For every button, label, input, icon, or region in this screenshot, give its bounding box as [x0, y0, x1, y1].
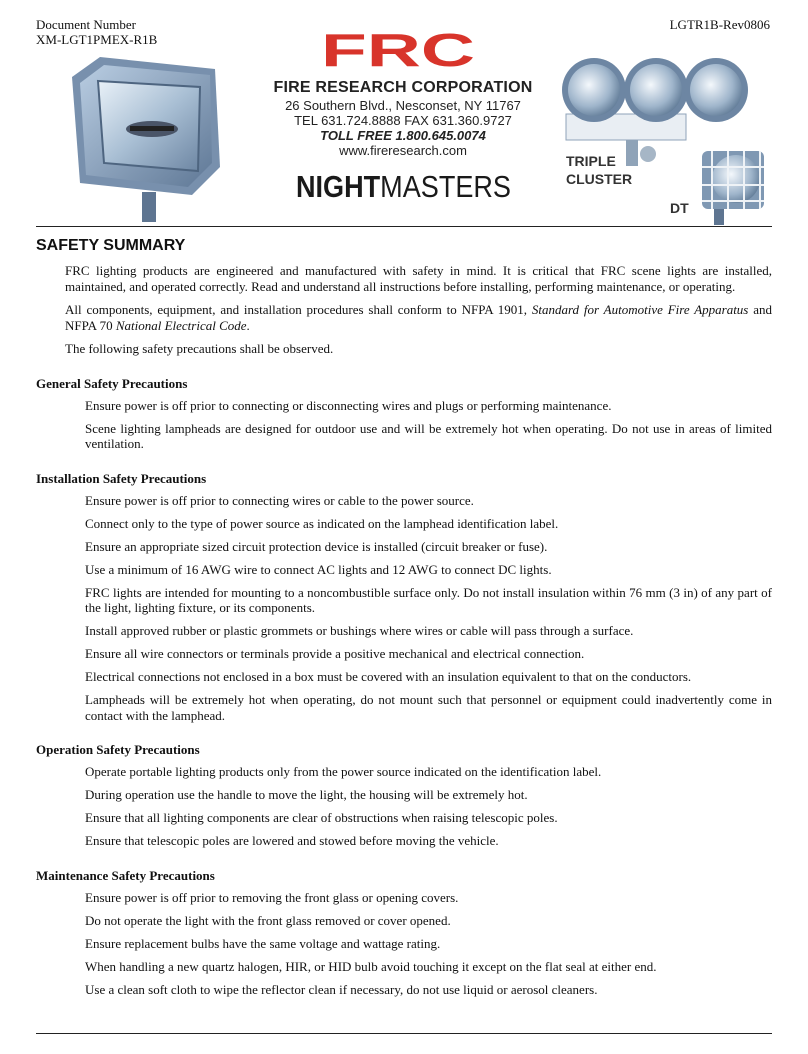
triple-label-line1: TRIPLE — [566, 153, 616, 169]
nightmasters-logo — [296, 168, 531, 204]
svg-text:NIGHTMASTERS — [296, 169, 531, 204]
bottom-divider — [36, 1033, 772, 1034]
list-item: Use a clean soft cloth to wipe the reflector clean if necessary, do not use liquid or aerosol cleaners. — [85, 981, 598, 997]
nightmasters-light: MASTERS — [380, 169, 531, 204]
dt-light-image — [688, 145, 774, 225]
list-item: Do not operate the light with the front glass removed or cover opened. — [85, 912, 451, 928]
list-item: Lampheads will be extremely hot when operating, do not mount such that personnel or equipment could inadvertently come in contact with the lamphead. — [85, 692, 772, 723]
list-item: Ensure power is off prior to removing the front glass or opening covers. — [85, 889, 459, 905]
general-precautions-section — [36, 376, 772, 452]
intro-paragraph: The following safety precautions shall be observed. — [65, 341, 334, 356]
document-number-block — [36, 17, 157, 47]
floodlight-image — [60, 47, 250, 222]
list-item: Ensure replacement bulbs have the same voltage and wattage rating. — [85, 935, 441, 951]
list-item: Install approved rubber or plastic grommets or bushings where wires or cable will pass through a surface. — [85, 623, 634, 638]
top-divider — [36, 226, 772, 227]
section-heading: General Safety Precautions — [36, 375, 188, 391]
company-address: 26 Southern Blvd., Nesconset, NY 11767 — [285, 98, 521, 113]
list-item: Ensure that telescopic poles are lowered and stowed before moving the vehicle. — [85, 833, 499, 848]
safety-summary — [36, 234, 772, 1005]
intro-paragraph-standards: All components, equipment, and installation procedures shall conform to NFPA 1901, Standard for Automotive Fire Apparatus and NFPA 70 National Electrical Code. — [65, 302, 772, 333]
list-item: During operation use the handle to move the light, the housing will be extremely hot. — [85, 787, 528, 802]
installation-precautions-section — [36, 471, 772, 724]
list-item: Ensure an appropriate sized circuit protection device is installed (circuit breaker or fuse). — [85, 538, 548, 554]
section-heading: Operation Safety Precautions — [36, 742, 200, 757]
dt-label: DT — [670, 200, 689, 216]
list-item: FRC lights are intended for mounting to a noncombustible surface only. Do not install insulation within 76 mm (3 in) of any part of the light, lighting fixture, or its components. — [85, 584, 772, 615]
intro-paragraph: FRC lighting products are engineered and manufactured with safety in mind. It is critical that FRC scene lights are installed, maintained, and operated correctly. Read and understand all instructions before installing, performing maintenance, or operating. — [65, 263, 772, 294]
revision-number: LGTR1B-Rev0806 — [669, 17, 770, 32]
triple-cluster-label — [566, 152, 632, 188]
list-item: Ensure that all lighting components are clear of obstructions when raising telescopic poles. — [85, 810, 558, 825]
company-toll-free: TOLL FREE 1.800.645.0074 — [320, 128, 486, 143]
intro-paragraphs — [36, 263, 772, 357]
frc-logo — [318, 24, 478, 76]
safety-summary-title: SAFETY SUMMARY — [36, 237, 186, 254]
list-item: Ensure all wire connectors or terminals provide a positive mechanical and electrical connection. — [85, 646, 585, 661]
list-item: Operate portable lighting products only from the power source indicated on the identification label. — [85, 764, 602, 779]
list-item: Electrical connections not enclosed in a box must be covered with an insulation equivalent to that on the conductors. — [85, 669, 692, 684]
list-item: Ensure power is off prior to connecting or disconnecting wires and plugs or performing maintenance. — [85, 397, 612, 413]
list-item: When handling a new quartz halogen, HIR, or HID bulb avoid touching it except on the flat seal at either end. — [85, 958, 657, 974]
list-item: Ensure power is off prior to connecting wires or cable to the power source. — [85, 492, 474, 508]
section-heading: Installation Safety Precautions — [36, 470, 207, 486]
nightmasters-bold: NIGHT — [296, 169, 393, 204]
triple-label-line2: CLUSTER — [566, 171, 633, 187]
company-phone-fax: TEL 631.724.8888 FAX 631.360.9727 — [294, 113, 512, 128]
frc-logo-text: FRC — [321, 24, 475, 76]
company-info — [258, 78, 548, 158]
company-website: www.fireresearch.com — [339, 143, 467, 158]
list-item: Scene lighting lampheads are designed for outdoor use and will be extremely hot when operating. Do not use in areas of limited ventilation. — [85, 420, 772, 451]
operation-precautions-section — [36, 742, 772, 849]
list-item: Connect only to the type of power source as indicated on the lamphead identification label. — [85, 515, 559, 531]
company-name: FIRE RESEARCH CORPORATION — [273, 79, 533, 96]
list-item: Use a minimum of 16 AWG wire to connect AC lights and 12 AWG to connect DC lights. — [85, 561, 552, 577]
document-number: XM-LGT1PMEX-R1B — [36, 32, 158, 47]
maintenance-precautions-section — [36, 868, 772, 998]
document-number-label: Document Number — [36, 17, 137, 32]
section-heading: Maintenance Safety Precautions — [36, 867, 215, 883]
